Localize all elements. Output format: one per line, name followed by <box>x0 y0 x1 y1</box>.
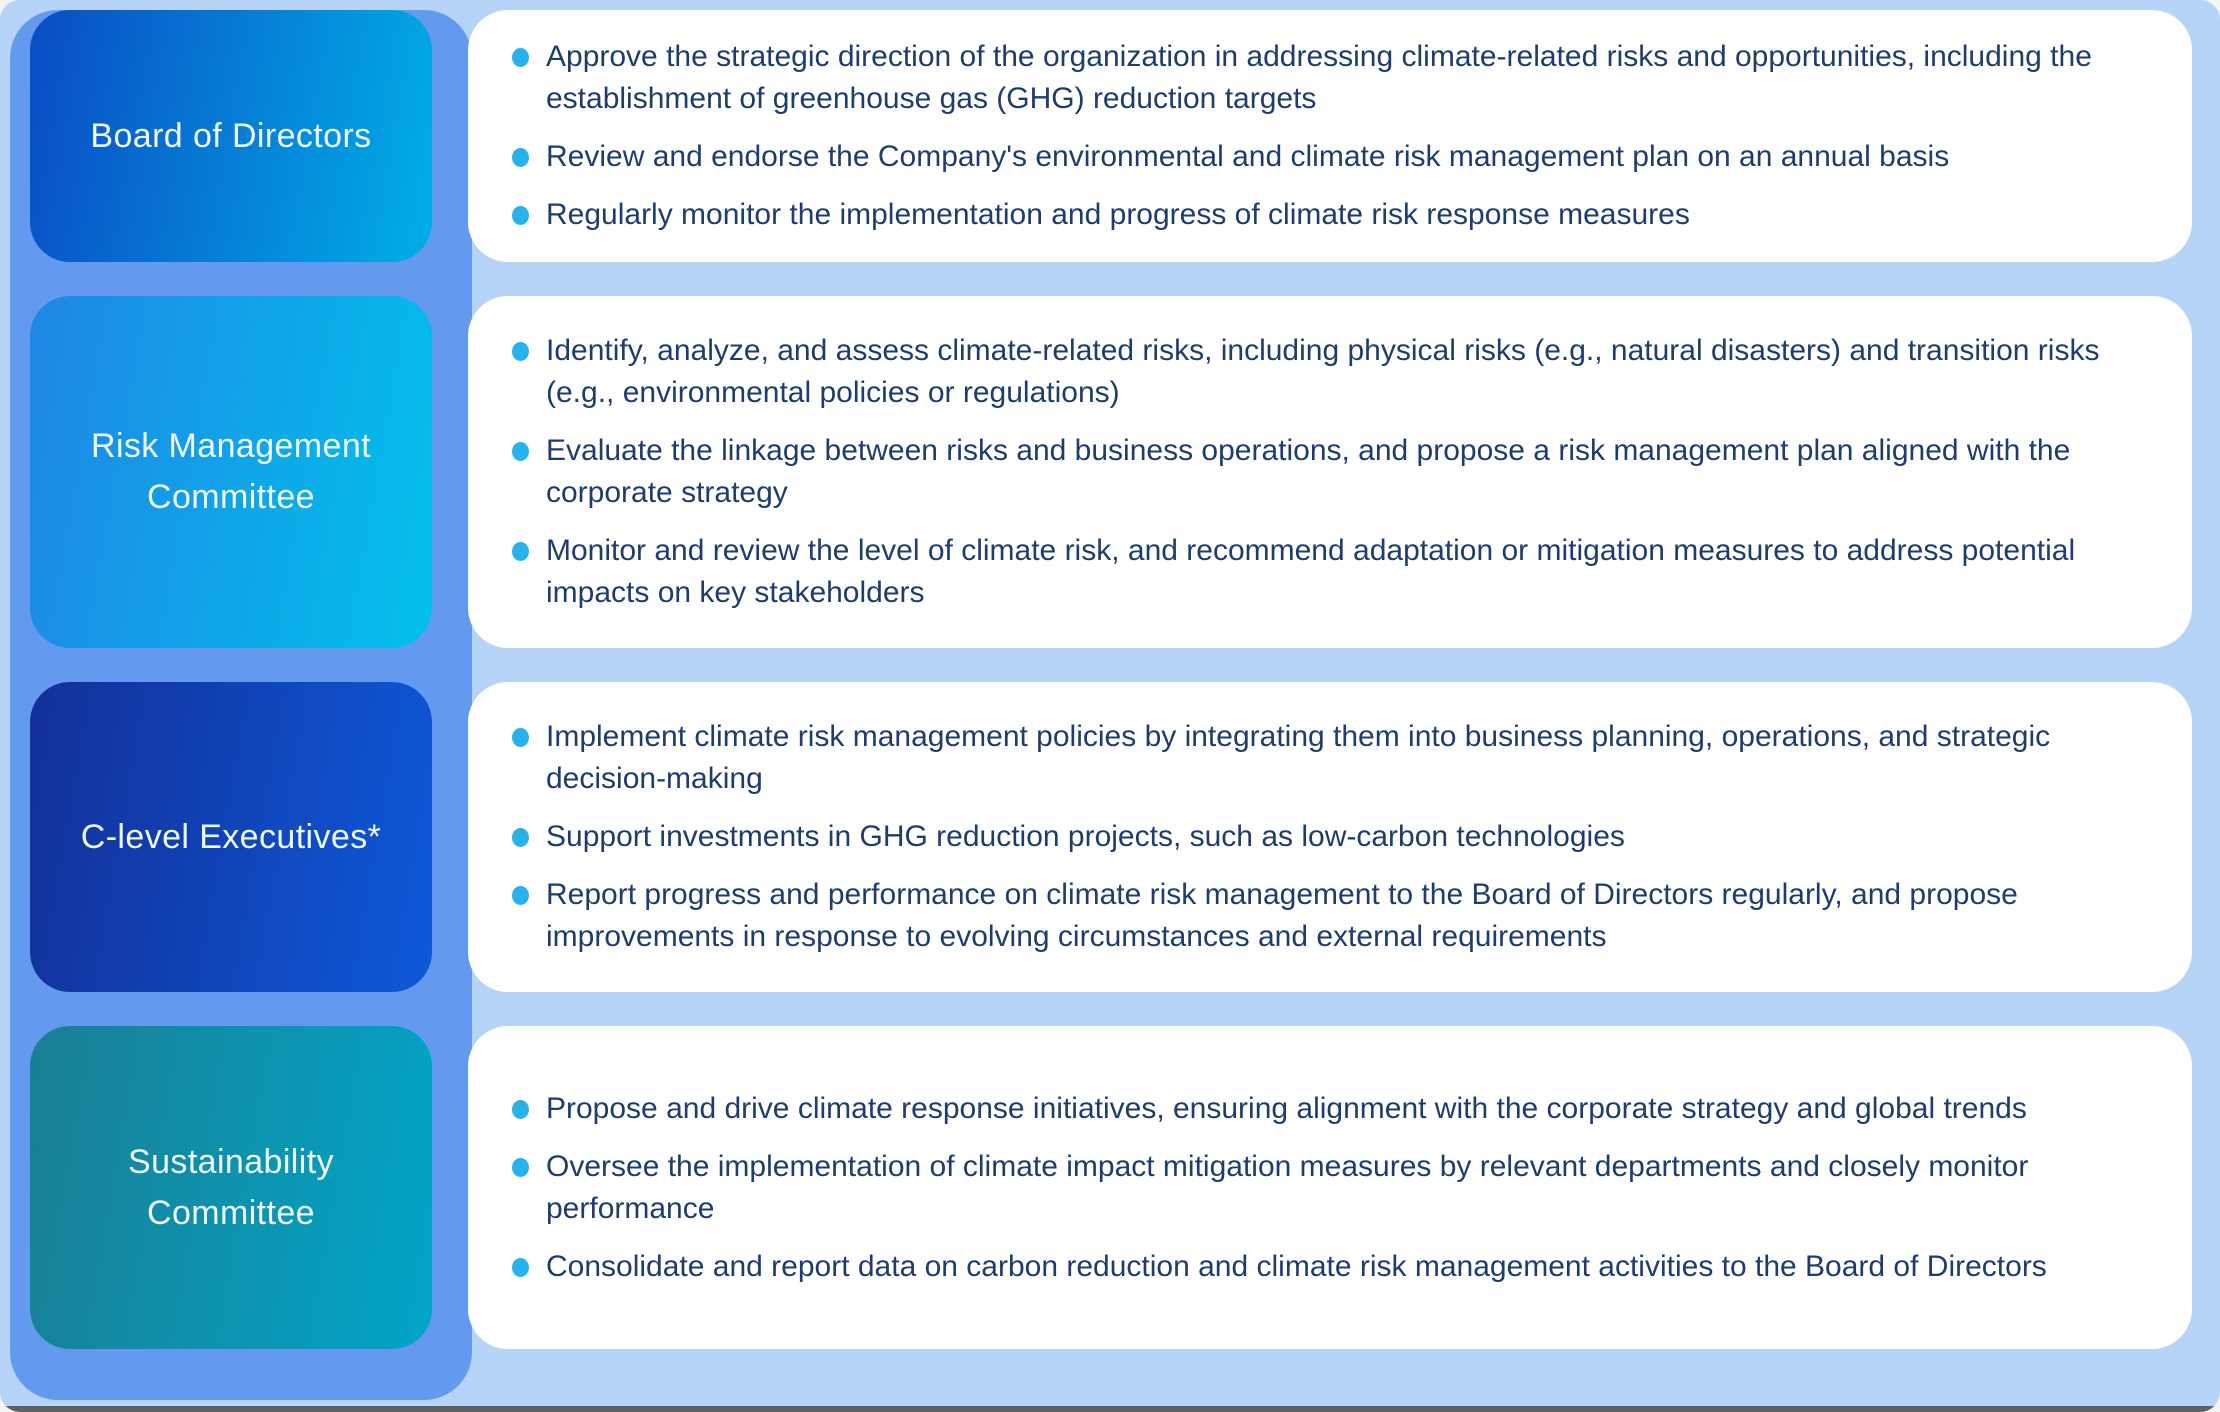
responsibility-text: Evaluate the linkage between risks and business operations, and propose a risk management plan aligned with the corporate strategy <box>546 434 2071 509</box>
bullet-icon <box>512 886 529 905</box>
responsibilities-card <box>468 296 2192 648</box>
responsibility-list <box>468 700 2122 974</box>
committee-label: Sustainability Committee <box>128 1142 334 1232</box>
responsibility-item <box>468 530 2122 614</box>
responsibility-item <box>468 1246 2122 1288</box>
responsibility-text: Implement climate risk management policies by integrating them into business planning, operations, and strategic decision-making <box>546 720 2051 795</box>
bullet-icon <box>512 542 529 561</box>
bullet-icon <box>512 342 529 361</box>
responsibilities-card <box>468 10 2192 262</box>
responsibility-text: Identify, analyze, and assess climate-related risks, including physical risks (e.g., natural disasters) and transition risks (e.g., environmental policies or regulations) <box>546 334 2100 409</box>
committee-label-card-risk-management-committee <box>30 296 432 648</box>
bullet-icon <box>512 1158 529 1177</box>
responsibility-item <box>468 816 2122 858</box>
committee-label-card-sustainability-committee <box>30 1026 432 1349</box>
responsibility-item <box>468 716 2122 800</box>
governance-row-board-of-directors <box>0 10 2220 262</box>
responsibilities-card <box>468 1026 2192 1349</box>
committee-label: Board of Directors <box>90 116 372 155</box>
bullet-icon <box>512 728 529 747</box>
responsibility-item <box>468 330 2122 414</box>
screenshot-bottom-edge <box>0 1406 2220 1412</box>
bullet-icon <box>512 1100 529 1119</box>
responsibility-list <box>468 1044 2122 1331</box>
bullet-icon <box>512 828 529 847</box>
governance-row-c-level-executives <box>0 682 2220 992</box>
responsibility-item <box>468 874 2122 958</box>
bullet-icon <box>512 206 529 225</box>
bullet-icon <box>512 1258 529 1277</box>
responsibilities-card <box>468 682 2192 992</box>
bullet-icon <box>512 442 529 461</box>
responsibility-text: Approve the strategic direction of the organization in addressing climate-related risks and opportunities, including the establishment of greenhouse gas (GHG) reduction targets <box>546 40 2092 115</box>
governance-rows <box>0 10 2220 1349</box>
governance-row-sustainability-committee <box>0 1026 2220 1349</box>
responsibility-text: Support investments in GHG reduction projects, such as low-carbon technologies <box>546 820 1625 853</box>
responsibility-text: Regularly monitor the implementation and progress of climate risk response measures <box>546 198 1690 231</box>
responsibility-list <box>468 314 2122 630</box>
responsibility-item <box>468 430 2122 514</box>
responsibility-text: Monitor and review the level of climate risk, and recommend adaptation or mitigation measures to address potential impacts on key stakeholders <box>546 534 2076 609</box>
committee-label-card-board-of-directors <box>30 10 432 262</box>
committee-label: C-level Executives* <box>80 817 382 856</box>
responsibility-text: Consolidate and report data on carbon reduction and climate risk management activities to the Board of Directors <box>546 1249 2047 1283</box>
responsibility-text: Review and endorse the Company's environmental and climate risk management plan on an annual basis <box>546 140 1950 173</box>
responsibility-text: Oversee the implementation of climate impact mitigation measures by relevant departments and closely monitor performance <box>546 1149 2029 1225</box>
responsibility-item <box>468 1088 2122 1130</box>
bullet-icon <box>512 148 529 167</box>
responsibility-text: Report progress and performance on climate risk management to the Board of Directors regularly, and propose improvements in response to evolving circumstances and external requirements <box>546 878 2018 953</box>
governance-row-risk-management-committee <box>0 296 2220 648</box>
bullet-icon <box>512 48 529 67</box>
committee-label-card-c-level-executives <box>30 682 432 992</box>
responsibility-item <box>468 1146 2122 1230</box>
responsibility-list <box>468 28 2122 244</box>
committee-label: Risk Management Committee <box>90 427 371 516</box>
responsibility-item <box>468 194 2122 236</box>
responsibility-item <box>468 36 2122 120</box>
responsibility-text: Propose and drive climate response initiatives, ensuring alignment with the corporate strategy and global trends <box>546 1091 2027 1125</box>
responsibility-item <box>468 136 2122 178</box>
